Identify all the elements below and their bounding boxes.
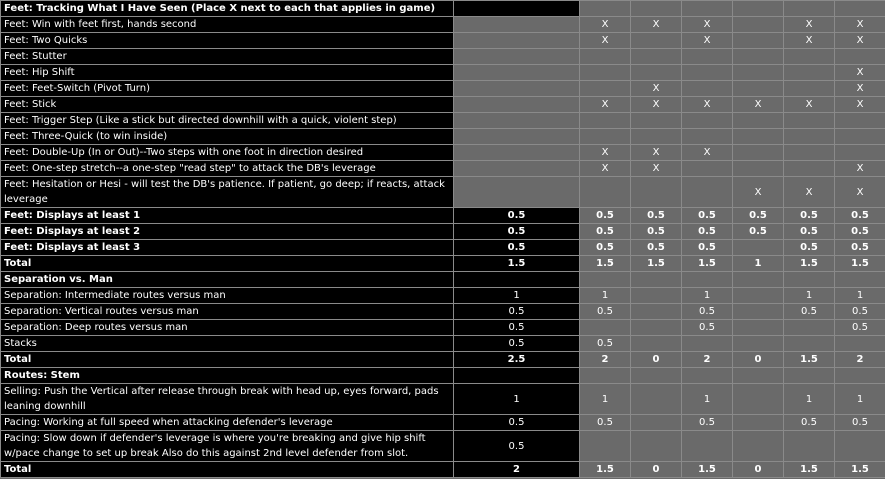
game-6-cell[interactable]: [835, 368, 885, 384]
table-row: [1, 304, 885, 320]
total-cell[interactable]: [454, 272, 580, 288]
game-2-cell[interactable]: [631, 320, 682, 336]
game-1-cell[interactable]: X: [580, 161, 631, 177]
game-6-cell[interactable]: [835, 129, 885, 145]
game-2-cell[interactable]: 0.5: [631, 208, 682, 224]
game-6-cell[interactable]: X: [835, 97, 885, 113]
total-cell[interactable]: [454, 177, 580, 208]
game-1-cell[interactable]: 0.5: [580, 336, 631, 352]
table-row: [1, 288, 885, 304]
game-3-cell[interactable]: 1.5: [682, 256, 733, 272]
game-6-cell[interactable]: 0.5: [835, 224, 885, 240]
row-label-cell[interactable]: Feet: Stick: [1, 97, 454, 113]
row-label-cell[interactable]: Feet: Three-Quick (to win inside): [1, 129, 454, 145]
game-1-cell[interactable]: [580, 368, 631, 384]
game-4-cell[interactable]: [733, 431, 784, 462]
game-5-cell[interactable]: 0.5: [784, 304, 835, 320]
game-3-cell[interactable]: X: [682, 17, 733, 33]
game-1-cell[interactable]: 2: [580, 352, 631, 368]
game-3-cell[interactable]: 0.5: [682, 240, 733, 256]
total-cell[interactable]: [454, 161, 580, 177]
game-4-cell[interactable]: 0.5: [733, 224, 784, 240]
row-label-cell[interactable]: Total: [1, 352, 454, 368]
game-3-cell[interactable]: [682, 65, 733, 81]
game-3-cell[interactable]: [682, 177, 733, 208]
game-4-cell[interactable]: [733, 415, 784, 431]
game-2-cell[interactable]: [631, 431, 682, 462]
table-row: [1, 33, 885, 49]
game-6-cell[interactable]: X: [835, 65, 885, 81]
game-3-cell[interactable]: X: [682, 145, 733, 161]
table-row: [1, 177, 885, 208]
game-5-cell[interactable]: [784, 272, 835, 288]
game-3-cell[interactable]: [682, 368, 733, 384]
game-3-cell[interactable]: X: [682, 33, 733, 49]
game-4-cell[interactable]: [733, 81, 784, 97]
game-5-cell[interactable]: [784, 129, 835, 145]
total-cell[interactable]: 0.5: [454, 304, 580, 320]
game-6-cell[interactable]: X: [835, 33, 885, 49]
game-4-cell[interactable]: X: [733, 177, 784, 208]
game-2-cell[interactable]: [631, 49, 682, 65]
game-2-cell[interactable]: [631, 368, 682, 384]
row-label-cell[interactable]: Separation: Deep routes versus man: [1, 320, 454, 336]
game-1-cell[interactable]: 0.5: [580, 304, 631, 320]
game-2-cell[interactable]: [631, 129, 682, 145]
game-6-cell[interactable]: 1.5: [835, 256, 885, 272]
game-4-cell[interactable]: [733, 161, 784, 177]
game-3-cell[interactable]: [682, 336, 733, 352]
game-5-cell[interactable]: [784, 320, 835, 336]
total-cell[interactable]: [454, 129, 580, 145]
game-6-cell[interactable]: 1: [835, 288, 885, 304]
row-label-cell[interactable]: Routes: Stem: [1, 368, 454, 384]
game-5-cell[interactable]: [784, 113, 835, 129]
game-3-cell[interactable]: [682, 129, 733, 145]
row-label-cell[interactable]: Feet: Feet-Switch (Pivot Turn): [1, 81, 454, 97]
game-2-cell[interactable]: [631, 113, 682, 129]
game-1-cell[interactable]: 0.5: [580, 224, 631, 240]
game-4-cell[interactable]: [733, 384, 784, 415]
game-3-cell[interactable]: 1: [682, 288, 733, 304]
game-6-cell[interactable]: 1: [835, 384, 885, 415]
table-row: [1, 17, 885, 33]
game-5-cell[interactable]: [784, 49, 835, 65]
game-4-cell[interactable]: [733, 33, 784, 49]
table-row: [1, 145, 885, 161]
total-cell[interactable]: 1: [454, 384, 580, 415]
game-2-cell[interactable]: 0: [631, 352, 682, 368]
game-1-cell[interactable]: [580, 320, 631, 336]
game-1-cell[interactable]: [580, 129, 631, 145]
table-row: [1, 81, 885, 97]
row-label-cell[interactable]: Feet: Tracking What I Have Seen (Place X next to each that applies in game): [1, 1, 454, 17]
game-2-cell[interactable]: [631, 177, 682, 208]
game-6-cell[interactable]: [835, 49, 885, 65]
game-2-cell[interactable]: [631, 288, 682, 304]
game-6-cell[interactable]: X: [835, 161, 885, 177]
table-row: [1, 336, 885, 352]
game-4-cell[interactable]: [733, 49, 784, 65]
game-2-cell[interactable]: [631, 272, 682, 288]
game-1-cell[interactable]: [580, 81, 631, 97]
total-cell[interactable]: 0.5: [454, 224, 580, 240]
row-label-cell[interactable]: Feet: Hip Shift: [1, 65, 454, 81]
game-2-cell[interactable]: 0: [631, 462, 682, 478]
game-1-cell[interactable]: 0.5: [580, 208, 631, 224]
row-label-cell[interactable]: Feet: Displays at least 1: [1, 208, 454, 224]
game-3-cell[interactable]: 0.5: [682, 304, 733, 320]
total-cell[interactable]: [454, 113, 580, 129]
total-cell[interactable]: [454, 49, 580, 65]
game-1-cell[interactable]: [580, 65, 631, 81]
table-row: [1, 224, 885, 240]
game-6-cell[interactable]: [835, 272, 885, 288]
table-row: [1, 65, 885, 81]
game-5-cell[interactable]: 1.5: [784, 462, 835, 478]
game-3-cell[interactable]: X: [682, 97, 733, 113]
game-4-cell[interactable]: 1: [733, 256, 784, 272]
game-6-cell[interactable]: 0.5: [835, 304, 885, 320]
game-1-cell[interactable]: [580, 272, 631, 288]
row-label-cell[interactable]: Feet: Double-Up (In or Out)--Two steps with one foot in direction desired: [1, 145, 454, 161]
game-2-cell[interactable]: 0.5: [631, 240, 682, 256]
game-2-cell[interactable]: 0.5: [631, 224, 682, 240]
game-1-cell[interactable]: 0.5: [580, 240, 631, 256]
game-4-cell[interactable]: 0: [733, 462, 784, 478]
table-row: [1, 129, 885, 145]
game-5-cell[interactable]: X: [784, 177, 835, 208]
game-5-cell[interactable]: 0.5: [784, 415, 835, 431]
total-cell[interactable]: [454, 145, 580, 161]
game-3-cell[interactable]: [682, 81, 733, 97]
game-1-cell[interactable]: X: [580, 17, 631, 33]
game-5-cell[interactable]: [784, 81, 835, 97]
game-1-cell[interactable]: [580, 49, 631, 65]
game-4-cell[interactable]: [733, 113, 784, 129]
total-cell[interactable]: [454, 1, 580, 17]
game-3-cell[interactable]: 1.5: [682, 462, 733, 478]
game-4-cell[interactable]: [733, 17, 784, 33]
total-cell[interactable]: 1.5: [454, 256, 580, 272]
game-6-cell[interactable]: 0.5: [835, 320, 885, 336]
table-row: [1, 384, 885, 415]
table-row: [1, 368, 885, 384]
game-6-cell[interactable]: X: [835, 17, 885, 33]
table-row: [1, 161, 885, 177]
game-5-cell[interactable]: [784, 431, 835, 462]
game-2-cell[interactable]: [631, 415, 682, 431]
game-6-cell[interactable]: [835, 1, 885, 17]
table-row: [1, 208, 885, 224]
game-5-cell[interactable]: 1: [784, 288, 835, 304]
table-row: [1, 1, 885, 17]
game-1-cell[interactable]: 0.5: [580, 415, 631, 431]
game-3-cell[interactable]: 1: [682, 384, 733, 415]
game-2-cell[interactable]: X: [631, 17, 682, 33]
game-5-cell[interactable]: 0.5: [784, 240, 835, 256]
game-3-cell[interactable]: 0.5: [682, 415, 733, 431]
game-1-cell[interactable]: X: [580, 97, 631, 113]
game-4-cell[interactable]: [733, 145, 784, 161]
game-1-cell[interactable]: 1.5: [580, 462, 631, 478]
game-2-cell[interactable]: X: [631, 161, 682, 177]
game-2-cell[interactable]: [631, 304, 682, 320]
game-6-cell[interactable]: X: [835, 177, 885, 208]
row-label-cell[interactable]: Separation: Vertical routes versus man: [1, 304, 454, 320]
game-5-cell[interactable]: [784, 65, 835, 81]
game-1-cell[interactable]: 1: [580, 384, 631, 415]
game-2-cell[interactable]: X: [631, 81, 682, 97]
game-5-cell[interactable]: [784, 368, 835, 384]
table-row: [1, 97, 885, 113]
total-cell[interactable]: [454, 65, 580, 81]
game-5-cell[interactable]: 0.5: [784, 224, 835, 240]
row-label-cell[interactable]: Separation vs. Man: [1, 272, 454, 288]
game-2-cell[interactable]: [631, 1, 682, 17]
game-3-cell[interactable]: [682, 161, 733, 177]
game-6-cell[interactable]: X: [835, 81, 885, 97]
row-label-cell[interactable]: Feet: One-step stretch--a one-step "read step" to attack the DB's leverage: [1, 161, 454, 177]
row-label-cell[interactable]: Selling: Push the Vertical after release through break with head up, eyes forward, pads leaning downhill: [1, 384, 454, 415]
game-3-cell[interactable]: 0.5: [682, 208, 733, 224]
game-4-cell[interactable]: [733, 320, 784, 336]
game-3-cell[interactable]: 0.5: [682, 320, 733, 336]
game-4-cell[interactable]: [733, 288, 784, 304]
game-1-cell[interactable]: X: [580, 145, 631, 161]
game-6-cell[interactable]: [835, 336, 885, 352]
total-cell[interactable]: 0.5: [454, 208, 580, 224]
game-6-cell[interactable]: 1.5: [835, 462, 885, 478]
row-label-cell[interactable]: Stacks: [1, 336, 454, 352]
row-label-cell[interactable]: Feet: Hesitation or Hesi - will test the DB's patience. If patient, go deep; if reacts, attack leverage: [1, 177, 454, 208]
game-3-cell[interactable]: [682, 113, 733, 129]
game-4-cell[interactable]: [733, 129, 784, 145]
game-3-cell[interactable]: [682, 1, 733, 17]
table-row: [1, 272, 885, 288]
total-cell[interactable]: [454, 17, 580, 33]
game-4-cell[interactable]: [733, 65, 784, 81]
game-5-cell[interactable]: 0.5: [784, 208, 835, 224]
game-1-cell[interactable]: 1.5: [580, 256, 631, 272]
game-4-cell[interactable]: X: [733, 97, 784, 113]
total-cell[interactable]: 0.5: [454, 431, 580, 462]
game-6-cell[interactable]: 0.5: [835, 208, 885, 224]
game-2-cell[interactable]: 1.5: [631, 256, 682, 272]
row-label-cell[interactable]: Feet: Displays at least 2: [1, 224, 454, 240]
game-5-cell[interactable]: X: [784, 17, 835, 33]
game-4-cell[interactable]: 0: [733, 352, 784, 368]
total-cell[interactable]: [454, 368, 580, 384]
total-cell[interactable]: 0.5: [454, 320, 580, 336]
game-5-cell[interactable]: [784, 336, 835, 352]
game-1-cell[interactable]: [580, 1, 631, 17]
table-row: [1, 49, 885, 65]
total-cell[interactable]: 2: [454, 462, 580, 478]
game-3-cell[interactable]: [682, 49, 733, 65]
row-label-cell[interactable]: Feet: Displays at least 3: [1, 240, 454, 256]
row-label-cell[interactable]: Pacing: Slow down if defender's leverage is where you're breaking and give hip shift w/pace change to set up break Also do this against 2nd level defender from slot.: [1, 431, 454, 462]
game-1-cell[interactable]: [580, 113, 631, 129]
game-1-cell[interactable]: X: [580, 33, 631, 49]
total-cell[interactable]: 0.5: [454, 336, 580, 352]
table-row: [1, 320, 885, 336]
game-5-cell[interactable]: X: [784, 97, 835, 113]
game-4-cell[interactable]: 0.5: [733, 208, 784, 224]
game-3-cell[interactable]: 2: [682, 352, 733, 368]
game-2-cell[interactable]: [631, 65, 682, 81]
row-label-cell[interactable]: Separation: Intermediate routes versus man: [1, 288, 454, 304]
game-6-cell[interactable]: [835, 431, 885, 462]
game-6-cell[interactable]: [835, 113, 885, 129]
game-6-cell[interactable]: 0.5: [835, 240, 885, 256]
table-row: [1, 256, 885, 272]
game-5-cell[interactable]: X: [784, 33, 835, 49]
game-5-cell[interactable]: 1.5: [784, 256, 835, 272]
total-cell[interactable]: 0.5: [454, 240, 580, 256]
total-cell[interactable]: 2.5: [454, 352, 580, 368]
row-label-cell[interactable]: Total: [1, 256, 454, 272]
table-row: [1, 431, 885, 462]
total-cell[interactable]: [454, 81, 580, 97]
game-3-cell[interactable]: [682, 272, 733, 288]
game-2-cell[interactable]: [631, 384, 682, 415]
table-row: [1, 462, 885, 478]
game-3-cell[interactable]: [682, 431, 733, 462]
game-4-cell[interactable]: [733, 336, 784, 352]
game-1-cell[interactable]: 1: [580, 288, 631, 304]
row-label-cell[interactable]: Feet: Win with feet first, hands second: [1, 17, 454, 33]
game-2-cell[interactable]: X: [631, 97, 682, 113]
game-2-cell[interactable]: [631, 33, 682, 49]
game-4-cell[interactable]: [733, 272, 784, 288]
game-3-cell[interactable]: 0.5: [682, 224, 733, 240]
game-6-cell[interactable]: 0.5: [835, 415, 885, 431]
game-2-cell[interactable]: [631, 336, 682, 352]
game-5-cell[interactable]: [784, 1, 835, 17]
game-5-cell[interactable]: [784, 161, 835, 177]
table-row: [1, 240, 885, 256]
game-2-cell[interactable]: X: [631, 145, 682, 161]
row-label-cell[interactable]: Feet: Two Quicks: [1, 33, 454, 49]
game-5-cell[interactable]: 1: [784, 384, 835, 415]
row-label-cell[interactable]: Feet: Trigger Step (Like a stick but directed downhill with a quick, violent step): [1, 113, 454, 129]
total-cell[interactable]: 0.5: [454, 415, 580, 431]
table-row: [1, 415, 885, 431]
row-label-cell[interactable]: Total: [1, 462, 454, 478]
row-label-cell[interactable]: Pacing: Working at full speed when attacking defender's leverage: [1, 415, 454, 431]
total-cell[interactable]: [454, 97, 580, 113]
game-1-cell[interactable]: [580, 431, 631, 462]
game-5-cell[interactable]: 1.5: [784, 352, 835, 368]
game-4-cell[interactable]: [733, 304, 784, 320]
game-5-cell[interactable]: [784, 145, 835, 161]
total-cell[interactable]: 1: [454, 288, 580, 304]
game-1-cell[interactable]: [580, 177, 631, 208]
game-4-cell[interactable]: [733, 368, 784, 384]
table-row: [1, 352, 885, 368]
game-4-cell[interactable]: [733, 1, 784, 17]
row-label-cell[interactable]: Feet: Stutter: [1, 49, 454, 65]
table-row: [1, 113, 885, 129]
total-cell[interactable]: [454, 33, 580, 49]
game-6-cell[interactable]: 2: [835, 352, 885, 368]
game-6-cell[interactable]: [835, 145, 885, 161]
game-4-cell[interactable]: [733, 240, 784, 256]
